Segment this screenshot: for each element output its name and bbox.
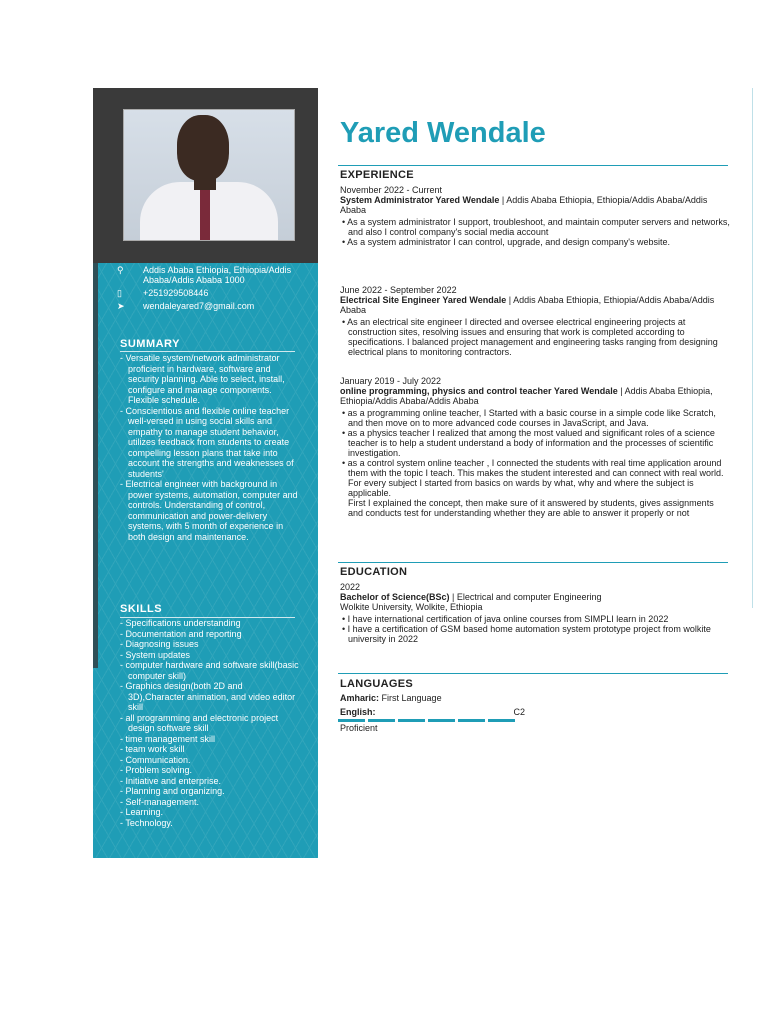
job-title: Electrical Site Engineer Yared Wendale xyxy=(340,295,507,305)
skill-item: - team work skill xyxy=(120,744,300,755)
job-bullet: • As an electrical site engineer I directed and oversee electrical engineering projects at construction sites, resolving issues and ensuring that work is completed according to specifications. I balanced project management and engineering tasks ranging from designing electrical plans to monitoring contractors. xyxy=(340,317,730,357)
contact-address: Addis Ababa Ethiopia, Ethiopia/Addis Ababa/Addis Ababa 1000 xyxy=(143,265,292,285)
job-title: System Administrator Yared Wendale xyxy=(340,195,500,205)
contact-phone: +251929508446 xyxy=(143,288,209,298)
sidebar-edge xyxy=(93,263,98,668)
language-level: First Language xyxy=(381,693,442,703)
profile-photo xyxy=(123,109,295,241)
skill-item: - Specifications understanding xyxy=(120,618,300,629)
skill-item: - computer hardware and software skill(basic computer skill) xyxy=(120,660,300,681)
job-location: | Addis Ababa Ethiopia, Ethiopia/Addis Ababa/Addis Ababa xyxy=(340,295,715,315)
proficiency-segment xyxy=(338,719,365,722)
education-bullets xyxy=(340,614,730,644)
summary-list xyxy=(120,353,300,542)
proficiency-segment xyxy=(398,719,425,722)
education-entry xyxy=(340,582,730,644)
job-location: | Addis Ababa Ethiopia, Ethiopia/Addis Ababa/Addis Ababa xyxy=(340,195,708,215)
education-field: | Electrical and computer Engineering xyxy=(449,592,602,602)
job-bullet: • as a physics teacher I realized that among the most valued and significant roles of a science teacher is to help a student understand a body of information and the processes of scientific investigation. xyxy=(340,428,730,458)
job-entry xyxy=(340,285,730,357)
language-code: C2 xyxy=(513,707,525,717)
right-border-line xyxy=(752,88,753,608)
job-extra-text: First I explained the concept, then make sure of it answered by students, gives assignments and conducts test for understanding whether they are able to answer it properly or not xyxy=(348,498,714,518)
proficiency-segment xyxy=(488,719,515,722)
language-name: English: xyxy=(340,707,376,717)
languages-rule xyxy=(338,673,728,674)
skill-item: - Planning and organizing. xyxy=(120,786,300,797)
job-bullet: • As a system administrator I support, troubleshoot, and maintain computer servers and networks, and also I control company's social media account xyxy=(340,217,730,237)
language-amharic xyxy=(340,693,730,703)
sidebar xyxy=(93,88,318,858)
proficiency-segment xyxy=(368,719,395,722)
job-bullet: • As a system administrator I can control, upgrade, and design company's website. xyxy=(340,237,730,247)
skills-list xyxy=(120,618,300,828)
language-proficiency-bar xyxy=(338,719,515,722)
education-degree: Bachelor of Science(BSc) xyxy=(340,592,450,602)
proficiency-segment xyxy=(428,719,455,722)
photo-head xyxy=(177,115,229,181)
contact-address-row xyxy=(113,265,313,285)
job-title: online programming, physics and control teacher Yared Wendale xyxy=(340,386,618,396)
summary-item: - Versatile system/network administrator proficient in hardware, software and security planning. Able to select, install, configure and manage components. Flexible schedule. xyxy=(120,353,300,406)
phone-icon: ▯ xyxy=(117,288,122,298)
contact-info xyxy=(113,265,313,314)
education-rule xyxy=(338,562,728,563)
summary-rule xyxy=(120,351,295,352)
location-pin-icon: ⚲ xyxy=(117,265,124,275)
job-dates: January 2019 - July 2022 xyxy=(340,376,442,386)
contact-email: wendaleyared7@gmail.com xyxy=(143,301,255,311)
education-school: Wolkite University, Wolkite, Ethiopia xyxy=(340,602,483,612)
language-english xyxy=(340,707,525,717)
skill-item: - System updates xyxy=(120,650,300,661)
photo-tie xyxy=(200,190,210,241)
job-dates: November 2022 - Current xyxy=(340,185,443,195)
job-bullets xyxy=(340,217,730,247)
education-year: 2022 xyxy=(340,582,361,592)
skill-item: - time management skill xyxy=(120,734,300,745)
skill-item: - all programming and electronic project design software skill xyxy=(120,713,300,734)
job-bullets xyxy=(340,408,730,498)
skill-item: - Initiative and enterprise. xyxy=(120,776,300,787)
job-title-line xyxy=(340,295,730,315)
education-degree-line xyxy=(340,592,730,602)
summary-item: - Conscientious and flexible online teacher well-versed in using social skills and empathy to manage student behavior, utilizes feedback from students to create compelling lesson plans that take into account the strengths and weaknesses of students' xyxy=(120,406,300,480)
send-icon: ➤ xyxy=(117,301,125,311)
job-bullet: • as a programming online teacher, I Started with a basic course in a simple code like Scratch, and then move on to more advanced code courses in JavaScript, and Java. xyxy=(340,408,730,428)
job-entry xyxy=(340,185,730,247)
skill-item: - Learning. xyxy=(120,807,300,818)
job-title-line xyxy=(340,195,730,215)
experience-rule xyxy=(338,165,728,166)
skills-heading: SKILLS xyxy=(120,603,163,615)
education-heading: EDUCATION xyxy=(340,566,408,578)
language-name: Amharic: xyxy=(340,693,380,703)
job-location: | Addis Ababa Ethiopia, Ethiopia/Addis Ababa/Addis Ababa xyxy=(340,386,713,406)
job-entry xyxy=(340,376,730,518)
skill-item: - Diagnosing issues xyxy=(120,639,300,650)
job-bullet: • as a control system online teacher , I connected the students with real time application around them with the topic I teach. This makes the student interested and can connect with real world. For every subject I started from basics on wards by what, why and where the subject is applicable. xyxy=(340,458,730,498)
skill-item: - Documentation and reporting xyxy=(120,629,300,640)
skill-item: - Graphics design(both 2D and 3D),Character animation, and video editor skill xyxy=(120,681,300,713)
summary-heading: SUMMARY xyxy=(120,338,180,350)
summary-item: - Electrical engineer with background in power systems, automation, computer and controls. Understanding of control, communication and power-delivery systems, with 5 month of experience in both design and maintenance. xyxy=(120,479,300,542)
experience-heading: EXPERIENCE xyxy=(340,169,414,181)
contact-email-row xyxy=(113,301,313,311)
skill-item: - Self-management. xyxy=(120,797,300,808)
job-title-line xyxy=(340,386,730,406)
job-dates: June 2022 - September 2022 xyxy=(340,285,457,295)
candidate-name: Yared Wendale xyxy=(340,117,546,149)
education-bullet: • I have a certification of GSM based home automation system prototype project from wolkite university in 2022 xyxy=(340,624,730,644)
proficiency-segment xyxy=(458,719,485,722)
skill-item: - Problem solving. xyxy=(120,765,300,776)
job-bullets xyxy=(340,317,730,357)
skill-item: - Technology. xyxy=(120,818,300,829)
contact-phone-row xyxy=(113,288,313,298)
skill-item: - Communication. xyxy=(120,755,300,766)
language-english-level: Proficient xyxy=(340,723,378,733)
languages-heading: LANGUAGES xyxy=(340,678,413,690)
education-bullet: • I have international certification of java online courses from SIMPLI learn in 2022 xyxy=(340,614,730,624)
